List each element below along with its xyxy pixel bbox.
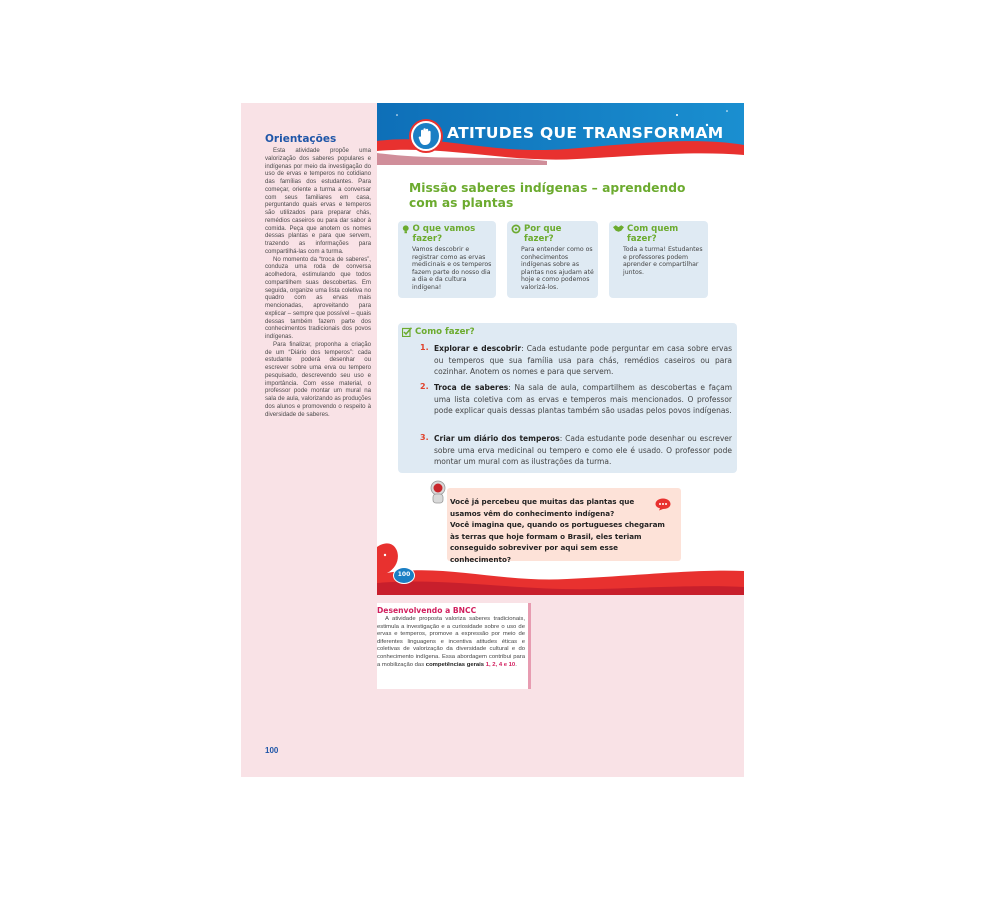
orientacoes-paragraph: Para finalizar, proponha a criação de um “Diário dos temperos”: cada estudante poderá desenhar ou escrever sobre uma erva ou tempero pesquisado, descrevendo seu uso e importância. Com esse material, o professor pode montar um mural na sala de aula, valorizando as produções dos alunos e promovendo o respeito à diversidade de saberes. — [265, 340, 371, 418]
lightbulb-icon — [402, 224, 410, 235]
question-line: Você já percebeu que muitas das plantas que usamos vêm do conhecimento indígena? — [450, 497, 635, 518]
target-icon — [511, 224, 521, 234]
step-number: 1. — [420, 343, 429, 352]
info-box-what — [398, 221, 496, 298]
handshake-icon — [613, 224, 624, 233]
bncc-bold: competências gerais — [425, 661, 485, 668]
textbook-page — [241, 103, 744, 777]
step-number: 3. — [420, 433, 429, 442]
hand-badge — [411, 121, 441, 151]
orientacoes-paragraph: Esta atividade propõe uma valorização dos saberes populares e indígenas por meio da investigação do uso de ervas e temperos no cotidiano das famílias dos estudantes. Para começar, oriente a turma a conversar com seus familiares em casa, perguntando quais ervas e temperos são utilizados para preparar chás, remédios caseiros ou para dar sabor à comida. Peça que anotem os nomes dessas plantas e para que servem, trazendo as informações para compartilhá-las com a turma. — [265, 147, 371, 255]
info-text: Para entender como os conhecimentos indígenas sobre as plantas nos ajudam até hoje e como podemos valorizá-los. — [521, 246, 594, 291]
step-item — [420, 343, 732, 378]
banner-title: ATITUDES QUE TRANSFORMAM — [447, 124, 724, 142]
bottom-waves — [377, 533, 744, 595]
how-heading: Como fazer? — [415, 327, 475, 337]
step-item — [420, 382, 732, 417]
bncc-box — [377, 603, 531, 689]
orientacoes-paragraph: No momento da “troca de saberes”, conduza uma roda de conversa acolhedora, estimulando que todos compartilhem suas descobertas. Em seguida, organize uma lista coletiva no quadro com as ervas mais mencionadas, aproveitando para explicar – sempre que possível – quais dessas também fazem parte dos conhecimentos tradicionais dos povos indígenas. — [265, 255, 371, 340]
question-line: Você imagina que, quando os portugueses chegaram às terras que hoje formam o Brasil, eles teriam conseguido sobreviver por aqui sem esse conhecimento? — [450, 520, 665, 564]
step-text: : Cada estudante pode desenhar ou escrever sobre uma erva medicinal ou tempero e como ele é usado. O professor pode montar um mural com as ilustrações da turma. — [434, 434, 732, 467]
info-text: Vamos descobrir e registrar como as ervas medicinais e os temperos fazem parte do nosso dia a dia e da cultura indígena! — [412, 246, 492, 291]
info-text: Toda a turma! Estudantes e professores podem aprender e compartilhar juntos. — [623, 246, 703, 276]
step-number: 2. — [420, 382, 429, 391]
bncc-text — [377, 616, 525, 669]
info-heading: Com quem fazer? — [627, 224, 679, 244]
mission-title: Missão saberes indígenas – aprendendo com as plantas — [409, 181, 686, 210]
step-title: Troca de saberes — [434, 383, 509, 392]
bncc-numbers: 1, 2, 4 e 10 — [485, 661, 516, 668]
orientacoes-title: Orientações — [265, 133, 337, 145]
info-box-why — [507, 221, 598, 298]
hand-icon — [418, 127, 435, 146]
step-text: : Cada estudante pode perguntar em casa sobre ervas ou temperos que sua família usa para chás, remédios caseiros ou para cozinhar. Anotem os nomes e para que servem. — [434, 344, 732, 377]
how-box — [398, 323, 737, 473]
astronaut-icon — [429, 480, 447, 504]
bncc-body: A atividade proposta valoriza saberes tradicionais, estimula a investigação e a curiosidade sobre o uso de ervas e temperos, promove a expressão por meio de diferentes linguagens e incentiva atitudes éticas e coletivas de valorização da diversidade cultural e do conhecimento indígena. Essa abordagem contribui para a mobilização das — [377, 616, 525, 668]
footer-page-badge: 100 — [393, 567, 415, 584]
step-text: : Na sala de aula, compartilhem as descobertas e façam uma lista coletiva com as ervas e temperos mais mencionados. O professor pode explicar quais dessas plantas também são usadas pelos povos indígenas. — [434, 383, 732, 416]
bncc-end: . — [515, 661, 517, 668]
banner — [377, 103, 744, 165]
bncc-title: Desenvolvendo a BNCC — [377, 606, 477, 615]
info-heading: Por que fazer? — [523, 224, 562, 244]
info-box-who — [609, 221, 708, 298]
step-title: Criar um diário dos temperos — [434, 434, 560, 443]
orientacoes-column — [265, 133, 371, 418]
activity-card — [377, 103, 744, 595]
info-heading: O que vamos fazer? — [412, 224, 476, 244]
speech-bubble-icon — [655, 498, 671, 511]
checklist-icon — [402, 327, 412, 337]
step-title: Explorar e descobrir — [434, 344, 522, 353]
step-item — [420, 433, 732, 468]
page-number: 100 — [265, 746, 279, 755]
